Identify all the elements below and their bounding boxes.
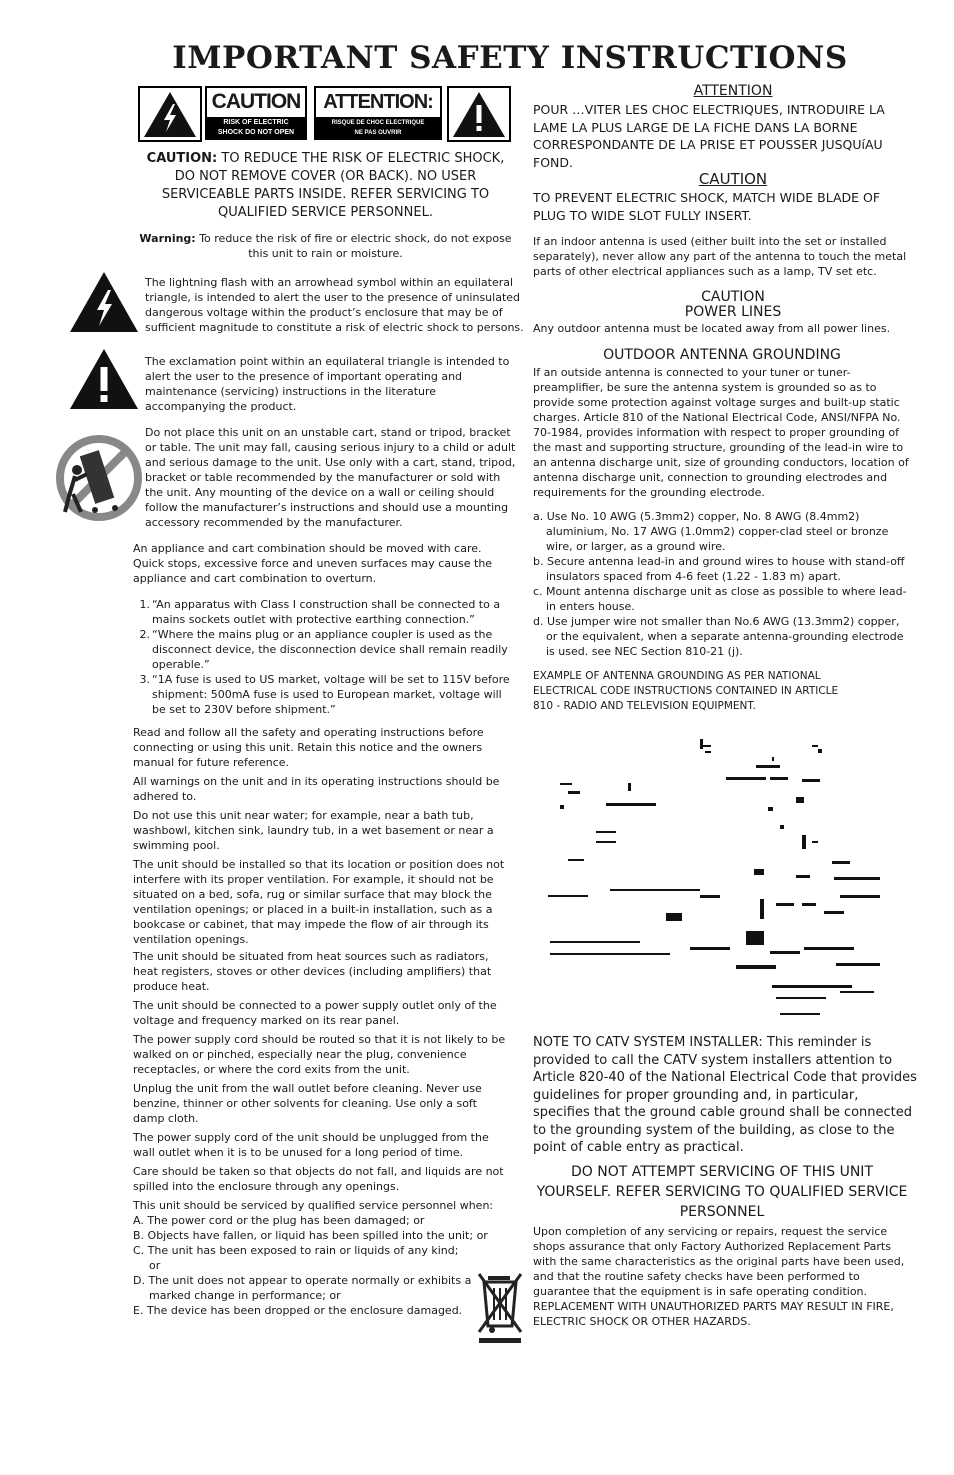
attention-label-line-1: RISQUE DE CHOC ELECTRIQUE	[331, 120, 425, 126]
antenna-grounding-diagram	[540, 735, 890, 1029]
power-lines-text: Any outdoor antenna must be located away from all power lines.	[533, 322, 891, 335]
numbered-list	[130, 597, 510, 717]
caution-plug-text: TO PREVENT ELECTRIC SHOCK, MATCH WIDE BLADE OF PLUG TO WIDE SLOT FULLY INSERT.	[533, 190, 881, 223]
exclamation-description: The exclamation point within an equilateral triangle is intended to alert the user to the presence of important operating and maintenance (servicing) instructions in the literature accompanying the product.	[145, 355, 510, 413]
list-item: E. The device has been dropped or the enclosure damaged.	[133, 1304, 463, 1317]
exclamation-warning-label-icon	[447, 86, 511, 142]
list-item: d. Use jumper wire not smaller than No.6 AWG (13.3mm2) copper, or the equivalent, when a separate antenna-grounding electrode is used. see NEC Section 810-21 (j).	[533, 615, 904, 658]
lightning-description: The lightning flash with an arrowhead symbol within an equilateral triangle, is intended to alert the user to the presence of uninsulated dangerous voltage within the product’s enclosure that may be of sufficient magnitude to constitute a risk of electric shock to persons.	[145, 276, 524, 334]
warning-statement	[138, 231, 513, 261]
lightning-triangle-icon	[68, 270, 140, 338]
caution-label	[205, 86, 307, 140]
attention-label-title: ATTENTION:	[323, 91, 433, 113]
list-item: C. The unit has been exposed to rain or liquids of any kind; or	[133, 1244, 459, 1272]
caution-label-title: CAUTION	[211, 90, 301, 113]
caution-heading-text: CAUTION	[698, 170, 768, 188]
paragraph: Do not use this unit near water; for example, near a bath tub, washbowl, kitchen sink, laundry tub, in a wet basement or near a swimming pool.	[133, 809, 494, 852]
list-item-text: “Where the mains plug or an appliance coupler is used as the disconnect device, the disconnection device shall remain readily operable.”	[152, 628, 508, 671]
list-item: c. Mount antenna discharge unit as close as possible to where lead-in enters house.	[533, 585, 907, 613]
list-item: B. Objects have fallen, or liquid has been spilled into the unit; or	[133, 1229, 488, 1242]
list-item-text: “An apparatus with Class I construction shall be connected to a mains sockets outlet with protective earthing connection.”	[152, 598, 501, 626]
list-item: a. Use No. 10 AWG (5.3mm2) copper, No. 8 AWG (8.4mm2) aluminium, No. 17 AWG (1.0mm2) copper-clad steel or bronze wire, or larger, as a ground wire.	[533, 510, 889, 553]
power-heading-line-2: POWER LINES	[684, 304, 782, 320]
paragraph: The unit should be situated from heat sources such as radiators, heat registers, stoves or other devices (including amplifiers) that produce heat.	[133, 950, 492, 993]
caution-heading	[533, 170, 933, 188]
attention-label-line-2: NE PAS OUVRIR	[354, 130, 402, 136]
paragraph: Care should be taken so that objects do not fall, and liquids are not spilled into the enclosure through any openings.	[133, 1165, 504, 1193]
cart-tipover-icon	[55, 434, 143, 526]
paragraph: The unit should be connected to a power supply outlet only of the voltage and frequency marked on its rear panel.	[133, 999, 497, 1027]
lightning-warning-label-icon	[138, 86, 202, 142]
catv-installer-note: NOTE TO CATV SYSTEM INSTALLER: This reminder is provided to call the CATV system installers attention to Article 820-40 of the National Electrical Code that provides guidelines for proper grounding and, in particular, specifies that the ground cable ground shall be connected to the grounding system of the building, as close to the point of cable entry as practical.	[533, 1035, 917, 1155]
list-item: 2. “Where the mains plug or an appliance coupler is used as the disconnect device, the disconnection device shall remain readily operable.”	[130, 627, 510, 672]
paragraph: Unplug the unit from the wall outlet before cleaning. Never use benzine, thinner or other solvents for cleaning. Use only a soft damp cloth.	[133, 1082, 482, 1125]
indoor-antenna-text: If an indoor antenna is used (either built into the set or installed separately), never allow any part of the antenna to touch the metal parts of other electrical appliances such as a lamp, TV set etc.	[533, 235, 907, 278]
power-heading-line-1: CAUTION	[701, 289, 765, 305]
cart-description: Do not place this unit on an unstable cart, stand or tripod, bracket or table. The unit may fall, causing serious injury to a child or adult and serious damage to the unit. Use only with a cart, stand, tripod, bracket or table recommended by the manufacturer or sold with the unit. Any mounting of the device on a wall or ceiling should follow the manufacturer’s instructions and should use a mounting accessory recommended by the manufacturer.	[145, 426, 516, 529]
caution-text: TO REDUCE THE RISK OF ELECTRIC SHOCK, DO NOT REMOVE COVER (OR BACK). NO USER SERVICEABLE PARTS INSIDE. REFER SERVICING TO QUALIFIED SERVICE PERSONNEL.	[161, 151, 505, 220]
paragraph: All warnings on the unit and in its operating instructions should be adhered to.	[133, 775, 500, 803]
service-conditions-list	[133, 1213, 488, 1318]
list-item-text: “1A fuse is used to US market, voltage will be set to 115V before shipment: 500mA fuse is used to European market, voltage will be set to 230V before shipment.”	[152, 673, 510, 716]
list-item: A. The power cord or the plug has been damaged; or	[133, 1214, 425, 1227]
weee-bin-icon	[476, 1268, 524, 1350]
list-item: b. Secure antenna lead-in and ground wires to house with stand-off insulators spaced from 4-6 feet (1.22 - 1.83 m) apart.	[533, 555, 905, 583]
caution-statement	[138, 150, 513, 222]
list-item: D. The unit does not appear to operate normally or exhibits a marked change in performance; or	[133, 1274, 472, 1302]
exclamation-triangle-icon	[68, 347, 140, 415]
paragraph: The power supply cord of the unit should be unplugged from the wall outlet when it is to be unused for a long period of time.	[133, 1131, 489, 1159]
safety-paragraphs	[133, 725, 511, 1318]
warning-lead: Warning:	[139, 232, 196, 245]
paragraph: The power supply cord should be routed so that it is not likely to be walked on or pinched, especially near the plug, convenience receptacles, or where the cord exits from the unit.	[133, 1033, 506, 1076]
paragraph: Read and follow all the safety and operating instructions before connecting or using this unit. Retain this notice and the owners manual for future reference.	[133, 726, 484, 769]
appliance-cart-paragraph: An appliance and cart combination should be moved with care. Quick stops, excessive force and uneven surfaces may cause the appliance and cart combination to overturn.	[133, 542, 493, 585]
paragraph: This unit should be serviced by qualified service personnel when:	[133, 1199, 494, 1212]
outdoor-grounding-text: If an outside antenna is connected to your tuner or tuner-preamplifier, be sure the antenna system is grounded so as to provide some protection against voltage surges and built-up static charges. Article 810 of the National Electrical Code, ANSI/NFPA No. 70-1984, provides information with respect to proper grounding of the mast and supporting structure, grounding of the lead-in wire to an antenna discharge unit, size of grounding conductors, location of antenna discharge unit, connection to grounding electrodes and requirements for the grounding electrode.	[533, 366, 909, 499]
list-item: 3. “1A fuse is used to US market, voltage will be set to 115V before shipment: 500mA fuse is used to European market, voltage will be set to 230V before shipment.”	[139, 673, 510, 716]
power-lines-heading	[533, 290, 933, 320]
outdoor-grounding-heading: OUTDOOR ANTENNA GROUNDING	[603, 347, 841, 363]
caution-label-line-2: SHOCK DO NOT OPEN	[217, 129, 295, 136]
grounding-list	[533, 509, 911, 659]
attention-heading-text: ATTENTION	[693, 83, 773, 99]
attention-heading	[533, 83, 933, 99]
caution-lead: CAUTION:	[146, 151, 218, 166]
page-title: IMPORTANT SAFETY INSTRUCTIONS	[172, 40, 848, 76]
attention-label	[314, 86, 442, 140]
example-grounding-text: EXAMPLE OF ANTENNA GROUNDING AS PER NATIONAL ELECTRICAL CODE INSTRUCTIONS CONTAINED IN ARTICLE 810 - RADIO AND TELEVISION EQUIPMENT.	[533, 670, 839, 712]
warning-text: To reduce the risk of fire or electric shock, do not expose this unit to rain or moisture.	[199, 232, 512, 260]
service-warning-heading: DO NOT ATTEMPT SERVICING OF THIS UNIT YOURSELF. REFER SERVICING TO QUALIFIED SERVICE PERSONNEL	[536, 1164, 908, 1220]
caution-label-line-1: RISK OF ELECTRIC	[223, 119, 289, 126]
paragraph: The unit should be installed so that its location or position does not interfere with its proper ventilation. For example, it should not be situated on a bed, sofa, rug or similar surface that may block the ventilation openings; or placed in a built-in installation, such as a bookcase or cabinet, that may impede the flow of air through its ventilation openings.	[133, 858, 505, 946]
list-item: 1. “An apparatus with Class I construction shall be connected to a mains sockets outlet with protective earthing connection.”	[130, 597, 510, 627]
completion-paragraph: Upon completion of any servicing or repairs, request the service shops assurance that only Factory Authorized Replacement Parts with the same characteristics as the original parts have been used, and that the routine safety checks have been performed to guarantee that the equipment is in safe operating condition. REPLACEMENT WITH UNAUTHORIZED PARTS MAY RESULT IN FIRE, ELECTRIC SHOCK OR OTHER HAZARDS.	[533, 1225, 905, 1328]
attention-french-text: POUR …VITER LES CHOC ELECTRIQUES, INTRODUIRE LA LAME LA PLUS LARGE DE LA FICHE DANS LA BORNE CORRESPONDANTE DE LA PRISE ET POUSSER JUSQUíAU FOND.	[533, 102, 885, 170]
